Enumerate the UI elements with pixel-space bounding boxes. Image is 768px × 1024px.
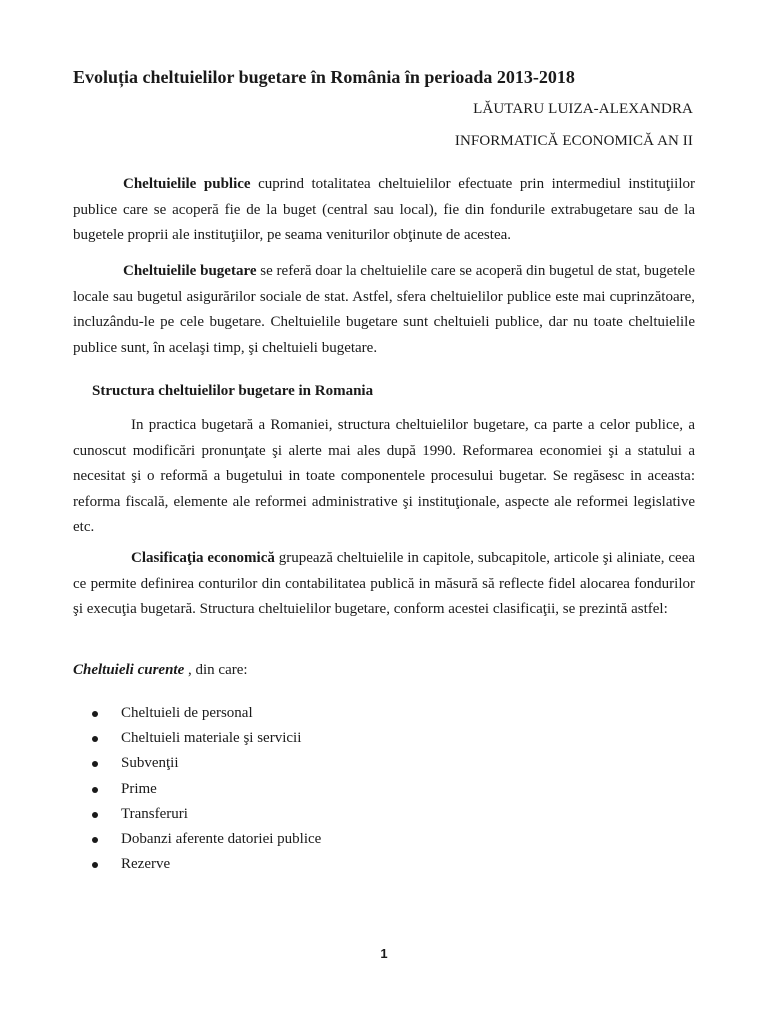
list-item-text: Subvenţii: [121, 755, 179, 772]
bullet-icon: [92, 787, 98, 793]
current-expenses-label: Cheltuieli curente: [73, 662, 185, 678]
list-item: [92, 803, 321, 828]
list-item: [92, 702, 321, 727]
list-item: [92, 727, 321, 752]
paragraph-text: In practica bugetară a Romaniei, structura cheltuielilor bugetare, ca parte a celor publice, a cunoscut modificări pronunţate şi alerte mai ales după 1990. Reformarea economiei şi a statului a necesitat şi o reformă a bugetului in toate componentele procesului bugetar. Se regăsesc in aceasta: reforma fiscală, elemente ale reformei administrative şi instituţionale, aspecte ale reformei legislative etc.: [73, 417, 695, 536]
list-item-text: Cheltuieli materiale şi servicii: [121, 730, 302, 747]
list-item: [92, 853, 321, 878]
list-item: [92, 828, 321, 853]
author-name: LĂUTARU LUIZA-ALEXANDRA: [473, 101, 693, 117]
list-item: [92, 752, 321, 777]
bullet-icon: [92, 761, 98, 767]
list-item: [92, 778, 321, 803]
list-item-text: Cheltuieli de personal: [121, 705, 253, 721]
list-item-text: Rezerve: [121, 856, 171, 873]
list-item-text: Transferuri: [121, 805, 188, 822]
paragraph-budget-practice: [73, 413, 695, 541]
list-item-text: Dobanzi aferente datoriei publice: [121, 830, 322, 847]
current-expenses-suffix: , din care:: [184, 662, 248, 678]
current-expenses-line: [73, 662, 248, 679]
paragraph-text: cuprind totalitatea cheltuielilor efectuate prin intermediul instituţiilor publice care se acoperă fie de la buget (central sau local), fie din fondurile extrabugetare sau de la bugetele proprii ale instituţiilor, pe seama veniturilor obţinute de acestea.: [73, 176, 696, 244]
term-public-expenses: Cheltuielile publice: [123, 176, 251, 192]
paragraph-public-expenses: [73, 172, 695, 249]
term-budget-expenses: Cheltuielile bugetare: [123, 263, 257, 279]
term-economic-classification: Clasificaţia economică: [131, 550, 275, 566]
paragraph-text: grupează cheltuielile in capitole, subcapitole, articole şi aliniate, ceea ce permite definirea conturilor din contabilitatea publică in măsură să reflecte fidel alocarea fondurilor şi execuţia bugetară. Structura cheltuielilor bugetare, conform acestei clasificaţii, se prezintă astfel:: [73, 550, 696, 618]
list-item-text: Prime: [121, 780, 157, 797]
page-number: 1: [380, 946, 388, 961]
bullet-icon: [92, 812, 98, 818]
section-heading: Structura cheltuielilor bugetare in Romania: [92, 383, 374, 399]
expense-bullet-list: [92, 702, 321, 878]
bullet-icon: [92, 862, 98, 868]
bullet-icon: [92, 711, 98, 717]
paragraph-economic-classification: [73, 546, 695, 623]
bullet-icon: [92, 837, 98, 843]
paragraph-text: se referă doar la cheltuielile care se acoperă din bugetul de stat, bugetele locale sau bugetul asigurărilor sociale de stat. Astfel, sfera cheltuielilor publice este mai cuprinzătoare, incluzându-le pe cele bugetare. Cheltuielile bugetare sunt cheltuieli publice, dar nu toate cheltuielile publice sunt, în acelaşi timp, şi cheltuieli bugetare.: [73, 263, 695, 356]
document-title: Evoluția cheltuielilor bugetare în România în perioada 2013-2018: [73, 67, 575, 87]
paragraph-budget-expenses: [73, 259, 695, 361]
study-program: INFORMATICĂ ECONOMICĂ AN II: [454, 133, 693, 149]
bullet-icon: [92, 736, 98, 742]
